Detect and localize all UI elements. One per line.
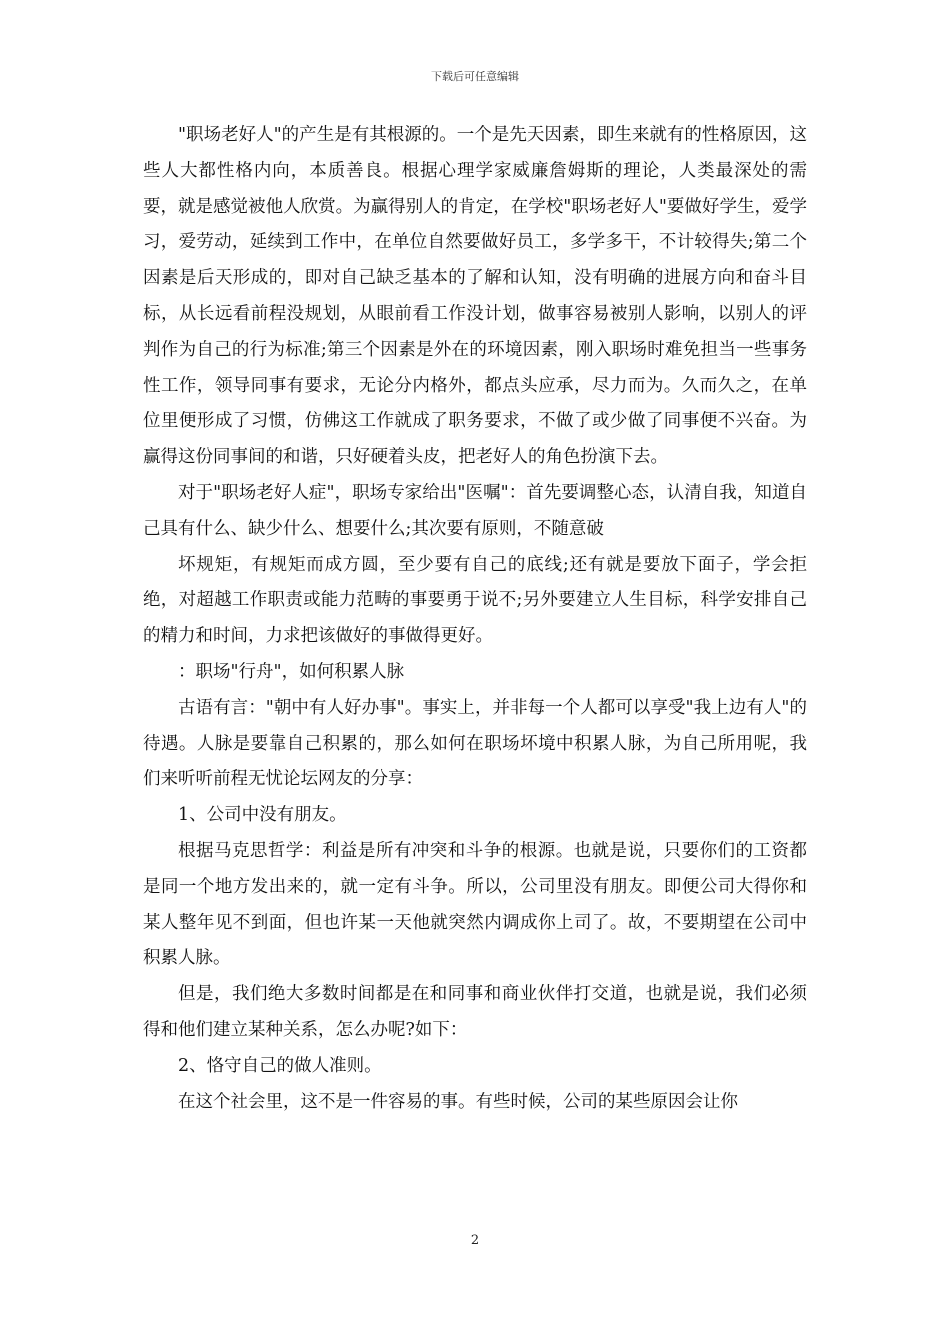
list-item-heading: 2、恪守自己的做人准则。 — [178, 1055, 382, 1076]
paragraph: 但是，我们绝大多数时间都是在和同事和商业伙伴打交道，也就是说，我们必须得和他们建立某种关系，怎么办呢?如下： — [143, 984, 807, 1040]
paragraph: 坏规矩，有规矩而成方圆，至少要有自己的底线;还有就是要放下面子，学会拒绝，对超越工作职责或能力范畴的事要勇于说不;另外要建立人生目标，科学安排自己的精力和时间，力求把该做好的事做得更好。 — [143, 554, 807, 647]
list-item-heading: 1、公司中没有朋友。 — [178, 805, 347, 826]
paragraph: 在这个社会里，这不是一件容易的事。有些时候，公司的某些原因会让你 — [178, 1091, 738, 1112]
page-number: 2 — [470, 1233, 480, 1248]
page-header: 下载后可任意编辑 — [431, 70, 519, 83]
document-body — [143, 118, 807, 1120]
section-heading: ：职场"行舟"，如何积累人脉 — [178, 661, 405, 682]
paragraph: 根据马克思哲学：利益是所有冲突和斗争的根源。也就是说，只要你们的工资都是同一个地方发出来的，就一定有斗争。所以，公司里没有朋友。即便公司大得你和某人整年见不到面，但也许某一天他就突然内调成你上司了。故，不要期望在公司中积累人脉。 — [143, 840, 807, 969]
paragraph: "职场老好人"的产生是有其根源的。一个是先天因素，即生来就有的性格原因，这些人大都性格内向，本质善良。根据心理学家威廉詹姆斯的理论，人类最深处的需要，就是感觉被他人欣赏。为赢得别人的肯定，在学校"职场老好人"要做好学生，爱学习，爱劳动，延续到工作中，在单位自然要做好员工，多学多干，不计较得失;第二个因素是后天形成的，即对自己缺乏基本的了解和认知，没有明确的进展方向和奋斗目标，从长远看前程没规划，从眼前看工作没计划，做事容易被别人影响，以别人的评判作为自己的行为标准;第三个因素是外在的环境因素，刚入职场时难免担当一些事务性工作，领导同事有要求，无论分内格外，都点头应承，尽力而为。久而久之，在单位里便形成了习惯，仿佛这工作就成了职务要求，不做了或少做了同事便不兴奋。为赢得这份同事间的和谐，只好硬着头皮，把老好人的角色扮演下去。 — [143, 125, 807, 468]
paragraph: 对于"职场老好人症"，职场专家给出"医嘱"：首先要调整心态，认清自我，知道自己具有什么、缺少什么、想要什么;其次要有原则，不随意破 — [143, 482, 807, 539]
paragraph: 古语有言："朝中有人好办事"。事实上，并非每一个人都可以享受"我上边有人"的待遇。人脉是要靠自己积累的，那么如何在职场坏境中积累人脉，为自己所用呢，我们来听听前程无忧论坛网友的分享： — [143, 697, 807, 790]
